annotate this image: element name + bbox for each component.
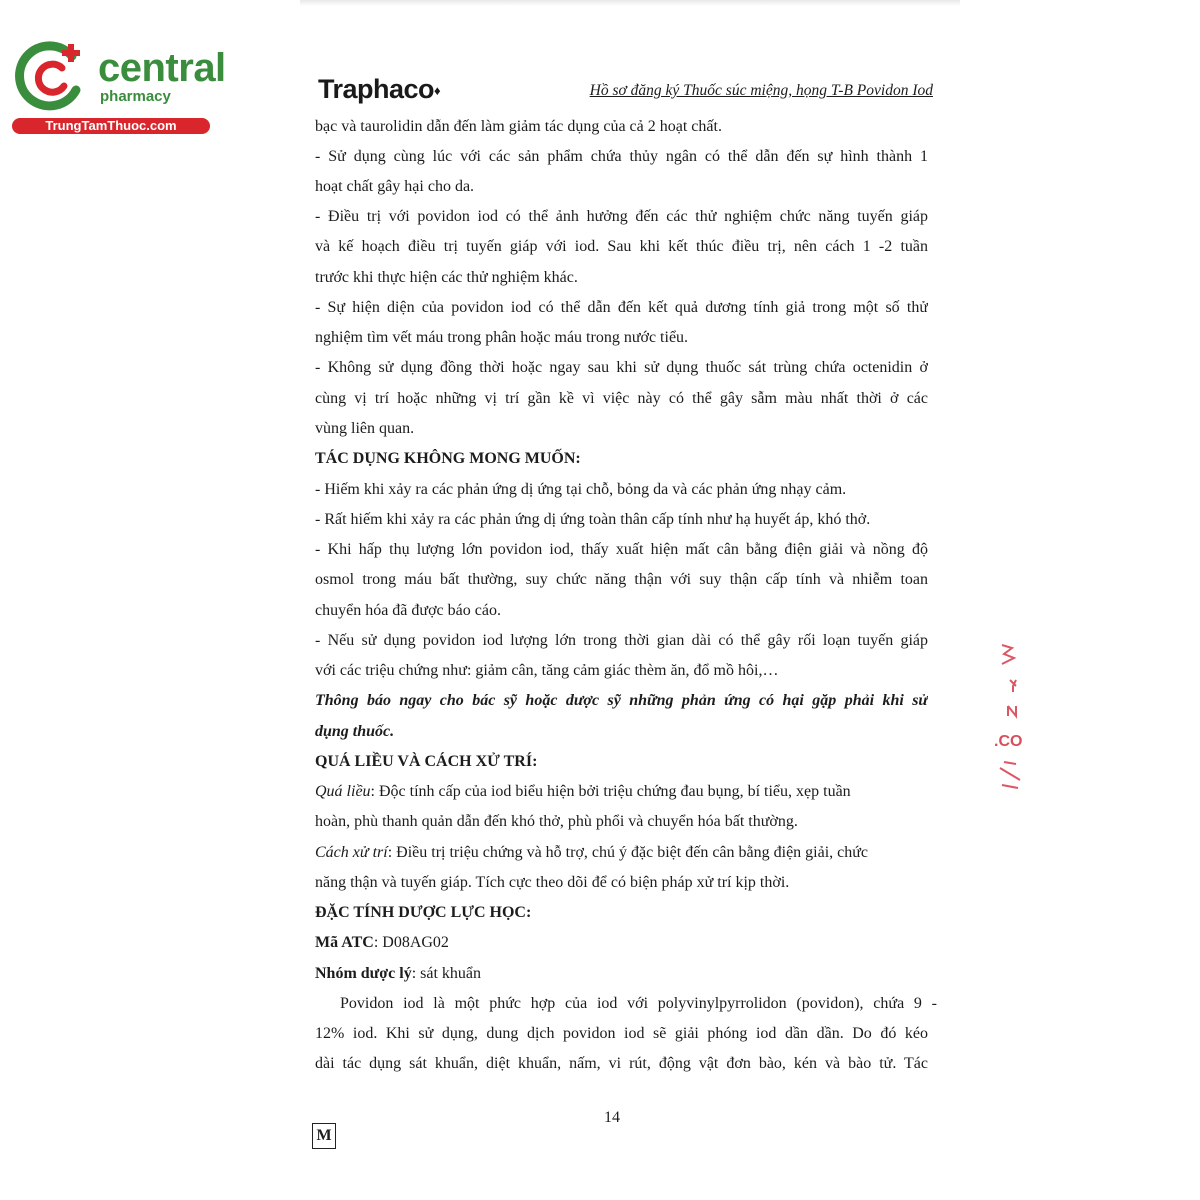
logo-wordmark: central xyxy=(98,46,226,90)
term-text: : Độc tính cấp của iod biểu hiện bởi triệu chứng đau bụng, bí tiểu, xẹp tuần xyxy=(370,783,851,800)
body-line: - Sử dụng cùng lúc với các sản phẩm chứa thủy ngân có thể dẫn đến sự hình thành 1 xyxy=(315,148,928,165)
body-line: hoạt chất gây hại cho da. xyxy=(315,178,475,195)
term-label: Nhóm dược lý xyxy=(315,965,412,982)
body-line: - Hiếm khi xảy ra các phản ứng dị ứng tại chỗ, bỏng da và các phản ứng nhạy cảm. xyxy=(315,481,847,498)
term-text: : D08AG02 xyxy=(373,934,449,951)
body-line: - Nếu sử dụng povidon iod lượng lớn trong thời gian dài có thể gây rối loạn tuyến giáp xyxy=(315,632,928,649)
body-line: vùng liên quan. xyxy=(315,420,415,437)
body-line: osmol trong máu bất thường, suy chức năng thận với suy thận cấp tính và nhiễm toan xyxy=(315,571,928,588)
body-line: nghiệm tìm vết máu trong phân hoặc máu trong nước tiểu. xyxy=(315,329,689,346)
body-line: hoàn, phù thanh quản dẫn đến khó thở, phù phổi và chuyển hóa bất thường. xyxy=(315,813,798,830)
scan-edge xyxy=(300,0,960,6)
notice-line: dụng thuốc. xyxy=(315,723,395,740)
section-heading-pharmacodynamics: ĐẶC TÍNH DƯỢC LỰC HỌC: xyxy=(315,904,532,921)
body-line: chuyển hóa đã được báo cáo. xyxy=(315,602,501,619)
body-line: trước khi thực hiện các thử nghiệm khác. xyxy=(315,269,578,286)
atc-code-line xyxy=(315,928,928,958)
section-heading-adverse-effects: TÁC DỤNG KHÔNG MONG MUỐN: xyxy=(315,450,581,467)
term-text: : sát khuẩn xyxy=(411,965,482,982)
notice-line: Thông báo ngay cho bác sỹ hoặc dược sỹ những phản ứng có hại gặp phải khi sử xyxy=(315,692,928,709)
body-line: dài tác dụng sát khuẩn, diệt khuẩn, nấm, vi rút, động vật đơn bào, kén và bào tử. Tác xyxy=(315,1055,928,1072)
body-line: 12% iod. Khi sử dụng, dung dịch povidon iod sẽ giải phóng iod dần dần. Do đó kéo xyxy=(315,1025,928,1042)
body-line: bạc và taurolidin dẫn đến làm giảm tác dụng của cả 2 hoạt chất. xyxy=(315,118,722,135)
body-line: - Điều trị với povidon iod có thể ảnh hưởng đến các thử nghiệm chức năng tuyến giáp xyxy=(315,208,928,225)
term-text: : Điều trị triệu chứng và hỗ trợ, chú ý đặc biệt đến cân bằng điện giải, chức xyxy=(387,844,869,861)
traphaco-logo xyxy=(318,72,440,106)
diamond-icon: ♦ xyxy=(434,83,441,98)
term-label: Mã ATC xyxy=(315,934,374,951)
body-line: - Rất hiếm khi xảy ra các phản ứng dị ứng toàn thân cấp tính như hạ huyết áp, khó thở. xyxy=(315,511,871,528)
body-line: và kế hoạch điều trị tuyến giáp với iod. Sau khi kết thúc điều trị, nên cách 1 -2 tuần xyxy=(315,238,928,255)
body-line: - Khi hấp thụ lượng lớn povidon iod, thấy xuất hiện mất cân bằng điện giải và nồng độ xyxy=(315,541,928,558)
body-line: cùng vị trí hoặc những vị trí gần kề vì việc này có thể gây sẫm màu nhất thời ở các xyxy=(315,390,928,407)
body-line: Povidon iod là một phức hợp của iod với polyvinylpyrrolidon (povidon), chứa 9 - xyxy=(340,995,937,1012)
section-heading-overdose: QUÁ LIỀU VÀ CÁCH XỬ TRÍ: xyxy=(315,753,538,770)
brand-name: Traphaco xyxy=(318,74,435,104)
body-line: với các triệu chứng như: giảm cân, tăng cảm giác thèm ăn, đổ mồ hôi,… xyxy=(315,662,779,679)
term-label: Quá liều xyxy=(315,783,371,800)
logo-site-url: TrungTamThuoc.com xyxy=(12,118,210,134)
page-mark-box: M xyxy=(312,1123,336,1149)
pharmacy-cross-icon xyxy=(10,38,90,118)
svg-text:.CO: .CO xyxy=(994,733,1023,750)
term-label: Cách xử trí xyxy=(315,844,388,861)
body-line-treatment xyxy=(315,838,928,868)
logo-subtitle: pharmacy xyxy=(100,88,171,105)
seal-stamp-icon xyxy=(990,640,1030,790)
body-line: - Sự hiện diện của povidon iod có thể dẫn đến kết quả dương tính giả trong một số thử xyxy=(315,299,928,316)
pharmacologic-group-line xyxy=(315,959,928,989)
body-line-overdose xyxy=(315,777,928,807)
body-line: - Không sử dụng đồng thời hoặc ngay sau khi sử dụng thuốc sát trùng chứa octenidin ở xyxy=(315,359,928,376)
page-number: 14 xyxy=(604,1109,620,1126)
body-line: năng thận và tuyến giáp. Tích cực theo dõi để có biện pháp xử trí kịp thời. xyxy=(315,874,790,891)
document-title: Hồ sơ đăng ký Thuốc súc miệng, họng T-B Povidon Iod xyxy=(589,82,933,99)
